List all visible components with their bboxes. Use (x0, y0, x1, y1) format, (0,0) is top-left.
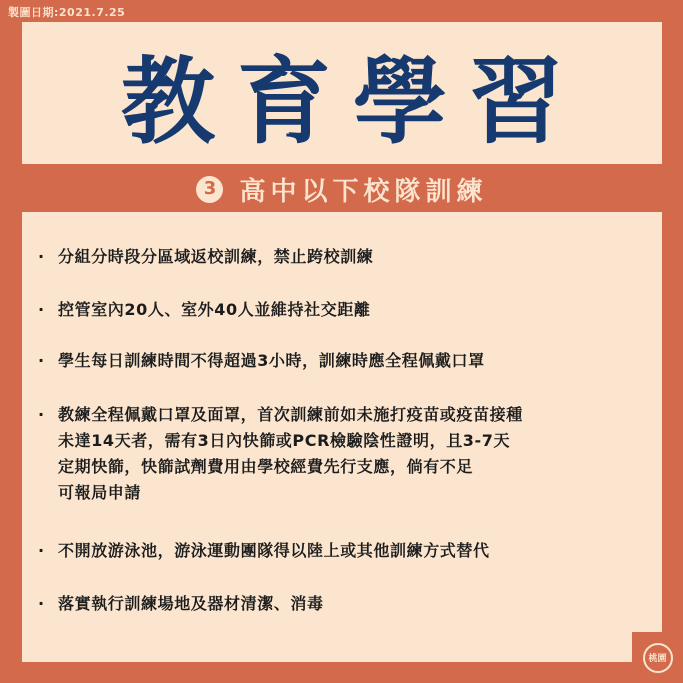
seal-emblem: 桃園 (643, 643, 673, 673)
list-item (38, 591, 648, 617)
list-item (38, 402, 648, 506)
production-date: 製圖日期:2021.7.25 (8, 6, 126, 19)
item-line: 落實執行訓練場地及器材清潔、消毒 (58, 594, 324, 613)
list-item (38, 538, 648, 564)
page-title: 教育學習 (120, 47, 585, 157)
item-text (58, 591, 324, 617)
bullet-mark: · (38, 405, 45, 424)
item-line: 可報局申請 (58, 483, 142, 502)
section-header (22, 166, 662, 212)
city-seal-icon (632, 632, 683, 683)
bullet-mark: · (38, 300, 45, 319)
item-line: 控管室內20人、室外40人並維持社交距離 (58, 300, 371, 319)
item-line: 不開放游泳池，游泳運動團隊得以陸上或其他訓練方式替代 (58, 541, 490, 560)
title-panel (22, 22, 662, 164)
item-line: 未達14天者，需有3日內快篩或PCR檢驗陰性證明，且3-7天 (58, 431, 511, 450)
item-line: 學生每日訓練時間不得超過3小時，訓練時應全程佩戴口罩 (58, 351, 485, 370)
content-panel (22, 212, 662, 662)
bullet-mark: · (38, 247, 45, 266)
section-number-badge: 3 (196, 176, 223, 203)
item-text (58, 244, 373, 270)
item-line: 分組分時段分區域返校訓練，禁止跨校訓練 (58, 247, 374, 266)
list-item (38, 244, 648, 270)
item-text (58, 538, 490, 564)
item-text (58, 402, 523, 506)
item-text (58, 297, 371, 323)
bullet-mark: · (38, 351, 45, 370)
section-title: 高中以下校隊訓練 (239, 176, 488, 207)
item-text (58, 348, 485, 374)
list-item (38, 348, 648, 374)
list-item (38, 297, 648, 323)
bullet-mark: · (38, 594, 45, 613)
item-line: 定期快篩，快篩試劑費用由學校經費先行支應，倘有不足 (58, 457, 474, 476)
bullet-mark: · (38, 541, 45, 560)
item-line: 教練全程佩戴口罩及面罩，首次訓練前如未施打疫苗或疫苗接種 (58, 405, 523, 424)
